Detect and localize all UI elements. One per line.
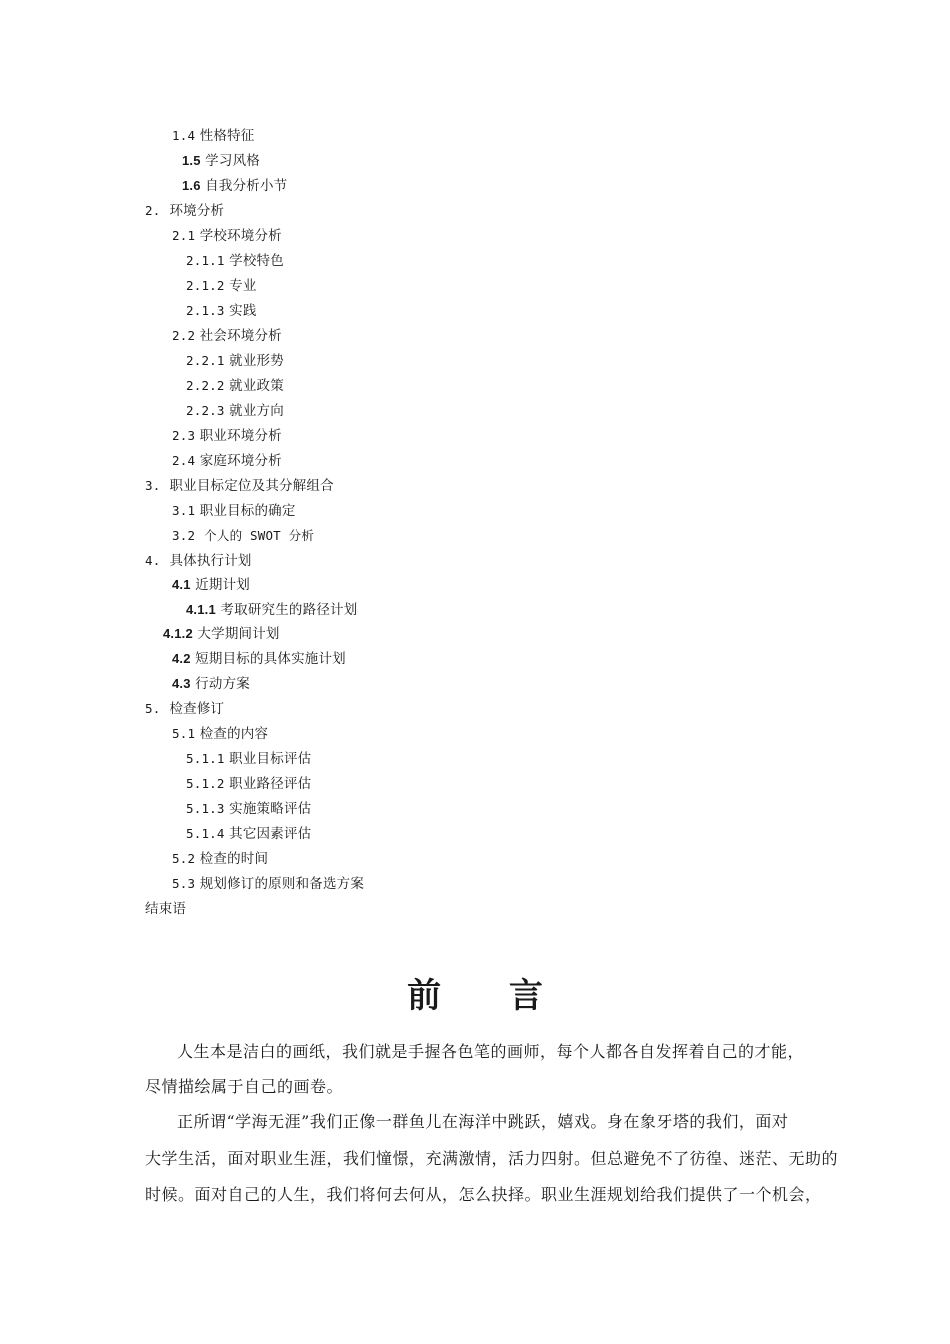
toc-entry-title: 学校环境分析 bbox=[199, 228, 282, 244]
toc-entry-title: 家庭环境分析 bbox=[199, 453, 282, 469]
preface-line: 人生本是洁白的画纸，我们就是手握各色笔的画师，每个人都各自发挥着自己的才能， bbox=[177, 1042, 805, 1061]
toc-entry-5-1-4[interactable] bbox=[186, 825, 311, 843]
preface-line: 时候。面对自己的人生，我们将何去何从，怎么抉择。职业生涯规划给我们提供了一个机会， bbox=[145, 1185, 822, 1204]
toc-entry-title: 考取研究生的路径计划 bbox=[220, 602, 358, 618]
toc-entry-2-2[interactable] bbox=[172, 327, 282, 345]
toc-entry-2-1-1[interactable] bbox=[186, 252, 284, 270]
toc-entry-number: 5.3 bbox=[172, 876, 196, 891]
toc-entry-title: 学习风格 bbox=[205, 153, 260, 169]
toc-entry-3[interactable] bbox=[145, 477, 334, 495]
toc-entry-title: 短期目标的具体实施计划 bbox=[195, 651, 346, 667]
toc-entry-title: 职业目标定位及其分解组合 bbox=[169, 478, 334, 494]
toc-entry-number: 2.2.3 bbox=[186, 403, 225, 418]
toc-entry-2-4[interactable] bbox=[172, 452, 282, 470]
toc-entry-number: 1.6 bbox=[182, 178, 201, 193]
preface-line: 正所谓“学海无涯”我们正像一群鱼儿在海洋中跳跃，嬉戏。身在象牙塔的我们，面对 bbox=[177, 1112, 789, 1131]
toc-entry-title: 个人的 SWOT 分析 bbox=[204, 528, 315, 543]
toc-entry-5-3[interactable] bbox=[172, 875, 364, 893]
toc-entry-number: 4.2 bbox=[172, 651, 191, 666]
toc-entry-2-1-2[interactable] bbox=[186, 277, 257, 295]
toc-entry-number: 4.1.1 bbox=[186, 602, 216, 617]
toc-entry-1-5[interactable] bbox=[182, 152, 260, 170]
toc-entry-5-1-2[interactable] bbox=[186, 775, 311, 793]
toc-entry-title: 具体执行计划 bbox=[169, 553, 252, 569]
toc-entry-number: 5.1.2 bbox=[186, 776, 225, 791]
toc-entry-4-3[interactable] bbox=[172, 675, 250, 693]
toc-entry-title: 性格特征 bbox=[199, 128, 255, 144]
toc-entry-title: 就业形势 bbox=[229, 353, 284, 369]
toc-entry-2-3[interactable] bbox=[172, 427, 282, 445]
toc-entry-number: 3.2 bbox=[172, 528, 196, 543]
toc-entry-2-1-3[interactable] bbox=[186, 302, 257, 320]
toc-entry-number: 3.1 bbox=[172, 503, 196, 518]
toc-entry-title: 检查的时间 bbox=[199, 851, 269, 867]
toc-entry-3-1[interactable] bbox=[172, 502, 296, 520]
toc-entry-number: 2.2.1 bbox=[186, 353, 225, 368]
toc-entry-title: 检查修订 bbox=[169, 701, 225, 717]
toc-entry-number: 1.4 bbox=[172, 128, 196, 143]
toc-entry-number: 2.4 bbox=[172, 453, 196, 468]
toc-entry-title: 其它因素评估 bbox=[229, 826, 312, 842]
toc-entry-title: 检查的内容 bbox=[199, 726, 269, 742]
toc-entry-title: 职业目标评估 bbox=[229, 751, 312, 767]
toc-entry-title: 职业环境分析 bbox=[199, 428, 282, 444]
toc-entry-number: 2.1.2 bbox=[186, 278, 225, 293]
toc-entry-number: 2. bbox=[145, 203, 161, 218]
toc-entry-2-1[interactable] bbox=[172, 227, 282, 245]
toc-entry-number: 2.2 bbox=[172, 328, 196, 343]
toc-entry-title: 实践 bbox=[229, 303, 257, 319]
toc-entry-number: 5.1.4 bbox=[186, 826, 225, 841]
toc-entry-title: 专业 bbox=[229, 278, 257, 294]
toc-entry-1-4[interactable] bbox=[172, 127, 255, 145]
toc-entry-number: 4. bbox=[145, 553, 161, 568]
toc-entry-title: 学校特色 bbox=[229, 253, 284, 269]
toc-entry-number: 5.1 bbox=[172, 726, 196, 741]
toc-entry-title: 实施策略评估 bbox=[229, 801, 312, 817]
toc-entry-number: 4.1 bbox=[172, 577, 191, 592]
toc-entry-title: 就业方向 bbox=[229, 403, 284, 419]
preface-line: 大学生活，面对职业生涯，我们憧憬，充满激情，活力四射。但总避免不了彷徨、迷茫、无助的 bbox=[145, 1149, 839, 1168]
toc-entry-number: 5.2 bbox=[172, 851, 196, 866]
toc-entry-2[interactable] bbox=[145, 202, 224, 220]
toc-entry-4-2[interactable] bbox=[172, 650, 346, 668]
toc-entry-number: 1.5 bbox=[182, 153, 201, 168]
toc-entry-title: 环境分析 bbox=[169, 203, 225, 219]
toc-entry-conclusion[interactable] bbox=[145, 900, 186, 918]
toc-entry-number: 5.1.3 bbox=[186, 801, 225, 816]
toc-entry-title: 大学期间计划 bbox=[197, 626, 280, 642]
toc-entry-2-2-2[interactable] bbox=[186, 377, 284, 395]
toc-entry-number: 2.2.2 bbox=[186, 378, 225, 393]
toc-entry-3-2[interactable] bbox=[172, 527, 314, 545]
toc-entry-title: 规划修订的原则和备选方案 bbox=[199, 876, 365, 892]
toc-entry-title: 行动方案 bbox=[195, 676, 250, 692]
toc-entry-4-1[interactable] bbox=[172, 576, 250, 594]
toc-entry-title: 社会环境分析 bbox=[199, 328, 282, 344]
toc-entry-1-6[interactable] bbox=[182, 177, 287, 195]
toc-entry-number: 5. bbox=[145, 701, 161, 716]
toc-entry-number: 4.1.2 bbox=[163, 626, 193, 641]
toc-entry-number: 4.3 bbox=[172, 676, 191, 691]
toc-entry-2-2-1[interactable] bbox=[186, 352, 284, 370]
toc-entry-number: 2.1.1 bbox=[186, 253, 225, 268]
preface-line: 尽情描绘属于自己的画卷。 bbox=[145, 1077, 344, 1096]
toc-entry-title: 就业政策 bbox=[229, 378, 284, 394]
toc-entry-title: 自我分析小节 bbox=[205, 178, 288, 194]
toc-entry-4-1-2[interactable] bbox=[163, 625, 280, 643]
toc-entry-title: 结束语 bbox=[145, 901, 187, 917]
toc-entry-4-1-1[interactable] bbox=[186, 601, 357, 619]
toc-entry-number: 2.3 bbox=[172, 428, 196, 443]
toc-entry-number: 2.1 bbox=[172, 228, 196, 243]
toc-entry-number: 2.1.3 bbox=[186, 303, 225, 318]
toc-entry-title: 职业目标的确定 bbox=[199, 503, 296, 519]
toc-entry-5-2[interactable] bbox=[172, 850, 268, 868]
toc-entry-5[interactable] bbox=[145, 700, 224, 718]
toc-entry-2-2-3[interactable] bbox=[186, 402, 284, 420]
toc-entry-5-1-1[interactable] bbox=[186, 750, 311, 768]
toc-entry-title: 近期计划 bbox=[195, 577, 250, 593]
toc-entry-title: 职业路径评估 bbox=[229, 776, 312, 792]
toc-entry-5-1[interactable] bbox=[172, 725, 268, 743]
toc-entry-number: 5.1.1 bbox=[186, 751, 225, 766]
toc-entry-4[interactable] bbox=[145, 552, 252, 570]
toc-entry-5-1-3[interactable] bbox=[186, 800, 311, 818]
preface-title: 前 言 bbox=[407, 976, 571, 1016]
toc-entry-number: 3. bbox=[145, 478, 161, 493]
